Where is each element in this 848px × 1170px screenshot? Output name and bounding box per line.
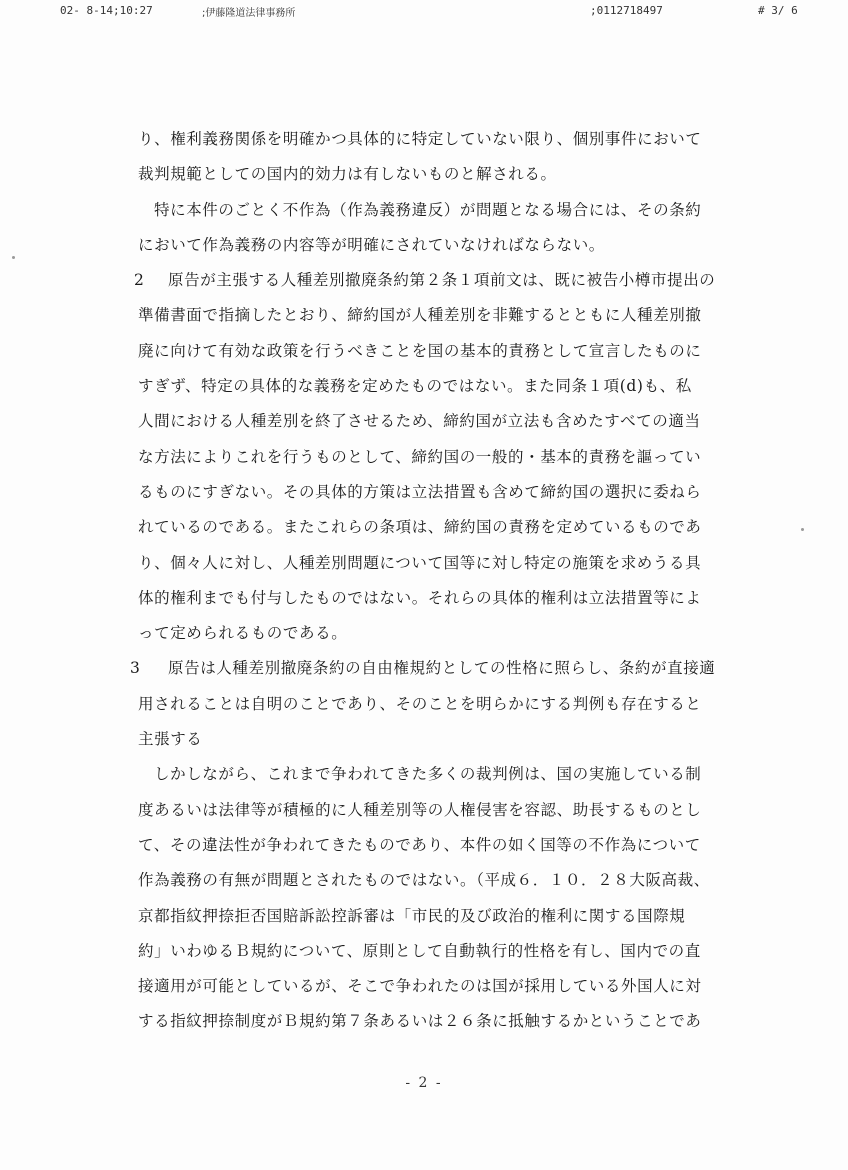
fax-sender: ;伊藤隆道法律事務所 [202,8,296,19]
text-line: 特に本件のごとく不作為（作為義務違反）が問題となる場合には、その条約 [154,200,702,219]
text-line: 用されることは自明のことであり、そのことを明らかにする判例も存在すると [138,694,702,713]
text-line: すぎず、特定の具体的な義務を定めたものではない。また同条１項(d)も、私 [138,377,692,396]
text-line: において作為義務の内容等が明確にされていなければならない。 [138,235,605,254]
text-line: り、権利義務関係を明確かつ具体的に特定していない限り、個別事件において [138,130,702,148]
page-number: - 2 - [405,1075,443,1091]
fax-page-indicator: # 3/ 6 [758,4,798,17]
fax-header [0,4,848,20]
fax-number: ;0112718497 [590,4,663,17]
text-line: 約」いわゆるＢ規約について、原則として自動執行的性格を有し、国内での直 [138,941,701,960]
text-line: する指紋押捺制度がＢ規約第７条あるいは２６条に抵触するかということであ [138,1012,702,1031]
text-line: 度あるいは法律等が積極的に人種差別等の人権侵害を容認、助長するものとし [138,800,702,819]
fax-datetime: 02- 8-14;10:27 [60,4,153,17]
text-line: しかしながら、これまで争われてきた多くの裁判例は、国の実施している制 [154,765,702,784]
text-line: な方法によりこれを行うものとして、締約国の一般的・基本的責務を謳ってい [138,447,702,466]
text-line: って定められるものである。 [138,624,348,643]
text-line: 廃に向けて有効な政策を行うべきことを国の基本的責務として宣言したものに [138,341,702,360]
text-line: 人間における人種差別を終了させるため、締約国が立法も含めたすべての適当 [138,412,701,431]
scan-speck [12,256,15,259]
text-line: 体的権利までも付与したものではない。それらの具体的権利は立法措置等によ [138,588,702,607]
text-line: り、個々人に対し、人種差別問題について国等に対し特定の施策を求めうる具 [138,553,702,572]
numbered-paragraph-line [110,263,760,298]
paragraph-number: 3 [130,659,141,678]
text-span: 原告は人種差別撤廃条約の自由権規約としての性格に照らし、条約が直接適 [168,659,716,678]
numbered-paragraph-line [110,651,760,686]
text-line: 準備書面で指摘したとおり、締約国が人種差別を非難するとともに人種差別撤 [138,306,702,325]
paragraph-number: 2 [134,271,145,290]
text-line: 裁判規範としての国内的効力は有しないものと解される。 [138,165,557,184]
text-line: れているのである。またこれらの条項は、締約国の責務を定めているものであ [138,518,702,537]
text-line: て、その違法性が争われてきたものであり、本件の如く国等の不作為について [138,835,701,854]
text-line: 接適用が可能としているが、そこで争われたのは国が採用している外国人に対 [138,977,702,996]
document-body [110,122,760,1040]
text-line: 京都指紋押捺拒否国賠訴訟控訴審は「市民的及び政治的権利に関する国際規 [138,906,686,925]
text-line: 作為義務の有無が問題とされたものではない。（平成６．１０．２８大阪高裁、 [138,871,710,890]
text-line: るものにすぎない。その具体的方策は立法措置も含めて締約国の選択に委ねら [138,482,702,501]
text-line: 主張する [138,730,203,749]
scan-speck [801,528,804,531]
text-span: 原告が主張する人種差別撤廃条約第２条１項前文は、既に被告小樽市提出の [168,271,716,290]
